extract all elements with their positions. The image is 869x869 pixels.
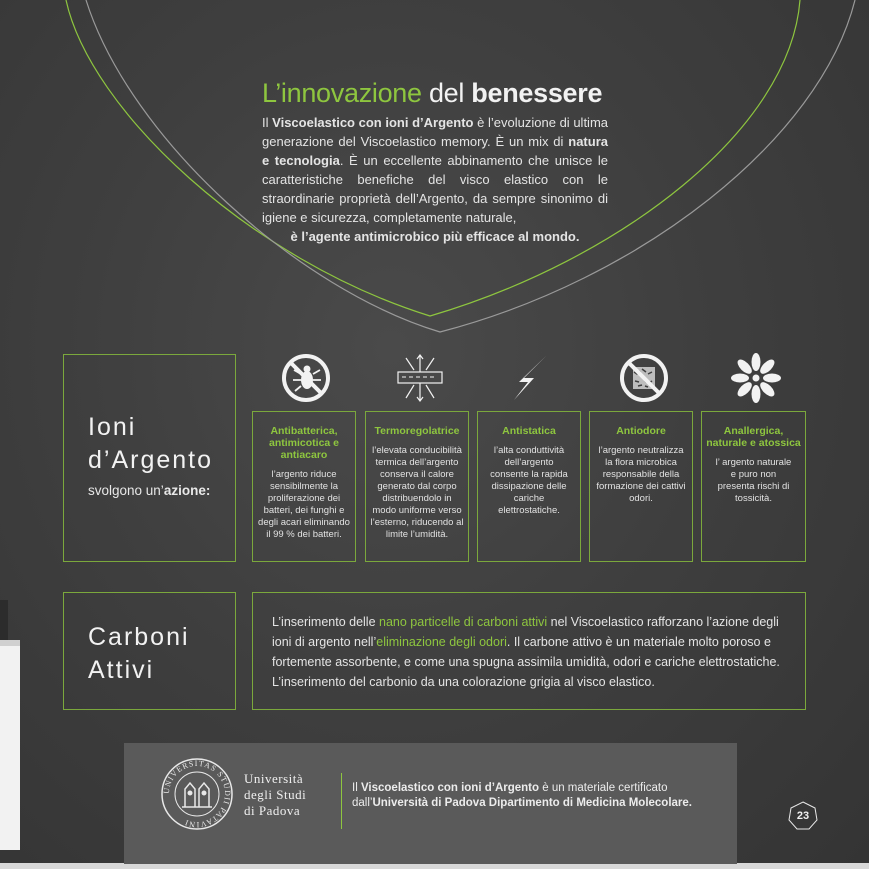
carboni-attivi-box bbox=[63, 592, 236, 710]
cert-bold-1: Viscoelastico con ioni d’Argento bbox=[360, 782, 540, 794]
certification-text bbox=[352, 781, 732, 811]
ioni-argento-box bbox=[63, 354, 236, 562]
ioni-subtitle-bold: azione: bbox=[163, 483, 211, 498]
title-innovazione: L’innovazione bbox=[262, 78, 422, 108]
no-bug-icon bbox=[280, 352, 332, 404]
carboni-text-2: nel Viscoelastico rafforzano l’azione degli ioni di argento nell’ bbox=[272, 615, 779, 649]
page-number-text: 23 bbox=[796, 810, 810, 822]
intro-bold-2: natura e tecnologia bbox=[262, 134, 608, 168]
university-line2: degli Studi bbox=[244, 787, 307, 802]
ioni-subtitle bbox=[88, 483, 210, 498]
thermo-regulation-icon bbox=[394, 352, 446, 404]
feature-title: Antibatterica, antimicotica e antiacaro bbox=[268, 425, 340, 461]
intro-text-1: Il bbox=[262, 115, 273, 130]
feature-title: Anallergica, naturale e atossica bbox=[706, 425, 801, 449]
intro-bold-3: è l’agente antimicrobico più efficace al mondo. bbox=[290, 229, 580, 244]
ioni-title-line2: d’Argento bbox=[88, 446, 214, 474]
carboni-title bbox=[88, 621, 190, 687]
cert-text-1: Il bbox=[352, 782, 361, 794]
intro-text-3: . È un eccellente abbinamento che unisce le caratteristiche benefiche del visco elastico con le straordinarie proprietà dell’Argento, da sempre sinonimo di igiene e sicurezza, completamente naturale, bbox=[262, 153, 608, 225]
title-del: del bbox=[421, 78, 472, 108]
cert-bold-2: Università di Padova Dipartimento di Medicina Molecolare. bbox=[372, 797, 692, 809]
feature-text: l’alta conduttività dell’argento consente la rapida dissipazione delle cariche elettrostatiche. bbox=[490, 445, 568, 516]
feature-card-antibatterica bbox=[252, 411, 356, 562]
carboni-highlight-1: nano particelle di carboni attivi bbox=[379, 615, 548, 629]
carboni-title-line2: Attivi bbox=[88, 656, 155, 684]
mattress-edge-image bbox=[0, 600, 20, 850]
feature-title: Antistatica bbox=[502, 425, 556, 437]
carboni-text-1: L’inserimento delle bbox=[272, 615, 380, 629]
feature-title: Antiodore bbox=[616, 425, 666, 437]
feature-text: l’elevata conducibilità termica dell’argento conserva il calore generato dal corpo distribuendolo in modo uniforme verso l’esterno, riducendo al limite l’umidità. bbox=[370, 445, 464, 540]
title-benessere: benessere bbox=[471, 78, 603, 108]
svg-text:UNIVERSITAS STUDII PATAVINI: UNIVERSITAS STUDII PATAVINI bbox=[161, 758, 233, 830]
intro-paragraph bbox=[262, 113, 608, 246]
intro-bold-1: Viscoelastico con ioni d’Argento bbox=[272, 115, 474, 130]
carboni-text-3: . Il carbone attivo è un materiale molto poroso e fortemente assorbente, e come una spugna assimila umidità, odori e cariche elettrostatiche. L’inserimento del carbonio da una colorazione grigia al visco elastico. bbox=[272, 635, 780, 689]
ioni-title bbox=[88, 411, 213, 477]
feature-title: Termoregolatrice bbox=[374, 425, 460, 437]
carboni-title-line1: Carboni bbox=[88, 623, 190, 651]
no-odor-icon bbox=[618, 352, 670, 404]
certification-panel bbox=[124, 743, 737, 864]
feature-text: l’ argento naturale e puro non presenta rischi di tossicità. bbox=[715, 457, 792, 504]
carboni-highlight-2: eliminazione degli odori bbox=[376, 635, 507, 649]
ioni-title-line1: Ioni bbox=[88, 413, 137, 441]
university-line3: di Padova bbox=[244, 803, 301, 818]
carboni-description-box bbox=[252, 592, 806, 710]
university-seal-icon bbox=[160, 757, 234, 831]
intro-text-2: è l’evoluzione di ultima generazione del Viscoelastico memory. È un mix di bbox=[262, 115, 609, 149]
flower-icon bbox=[730, 352, 782, 404]
panel-divider bbox=[341, 773, 342, 829]
feature-card-anallergica bbox=[701, 411, 806, 562]
lightning-icon bbox=[506, 352, 558, 404]
feature-text: l’argento riduce sensibilmente la proliferazione dei batteri, dei funghi e degli acari eliminando il 99 % dei batteri. bbox=[258, 469, 350, 540]
university-name bbox=[244, 771, 306, 819]
intro-title bbox=[262, 78, 612, 109]
cert-text-2: è un materiale certificato dall’ bbox=[352, 782, 668, 809]
page-number bbox=[788, 801, 818, 831]
feature-card-antistatica bbox=[477, 411, 581, 562]
carboni-description bbox=[272, 612, 792, 692]
university-line1: Università bbox=[244, 771, 304, 786]
feature-card-antiodore bbox=[589, 411, 693, 562]
feature-card-termoregolatrice bbox=[365, 411, 469, 562]
feature-text: l’argento neutralizza la flora microbica responsabile della formazione dei cattivi odori. bbox=[596, 445, 686, 504]
ioni-subtitle-text: svolgono un’ bbox=[88, 483, 164, 498]
